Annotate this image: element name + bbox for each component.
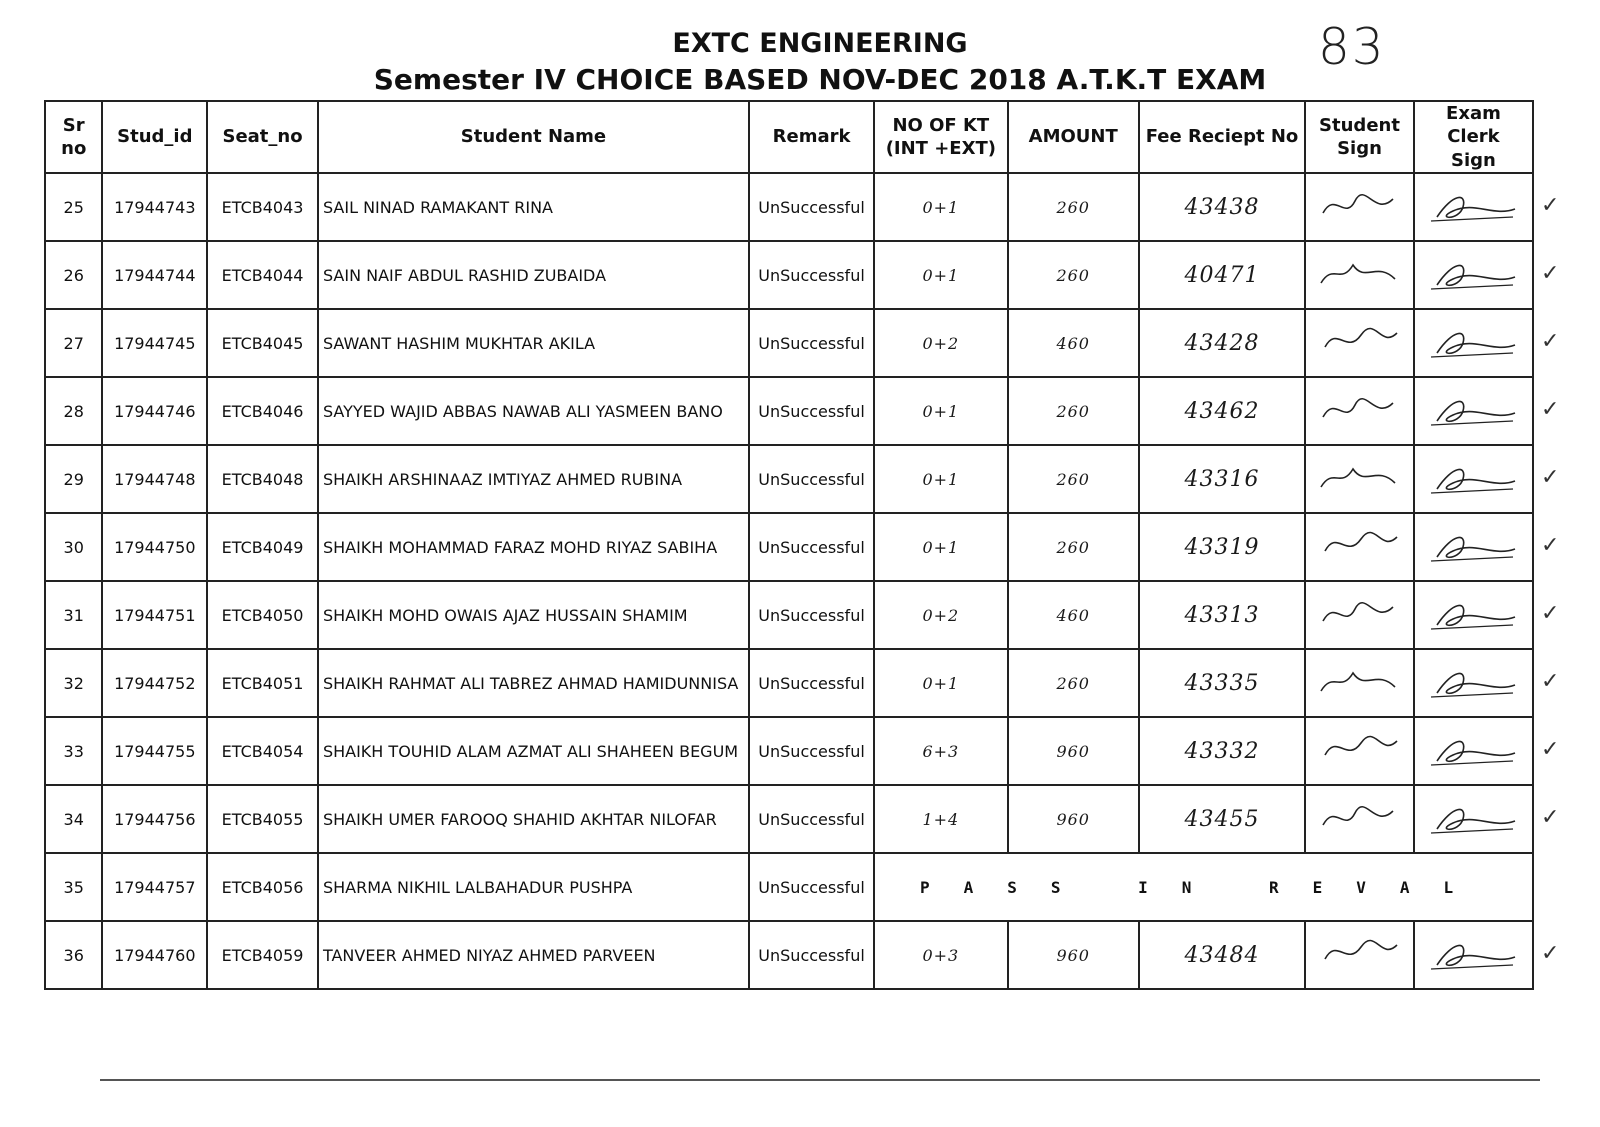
col-header-student-sign-line1: Student	[1319, 114, 1400, 136]
stud-id-cell: 17944755	[102, 717, 207, 785]
clerk-signature	[1414, 309, 1533, 377]
student-signature-scribble	[1315, 187, 1405, 227]
student-name-cell: SHARMA NIKHIL LALBAHADUR PUSHPA	[318, 853, 749, 921]
student-signature	[1305, 785, 1414, 853]
seat-no-cell: ETCB4050	[207, 581, 318, 649]
fee-receipt-cell: 43335	[1139, 649, 1305, 717]
col-header-remark: Remark	[749, 101, 874, 173]
remark-cell: UnSuccessful	[749, 309, 874, 377]
sr-cell: 29	[45, 445, 102, 513]
kt-count-cell: 0+1	[874, 445, 1007, 513]
sr-cell: 34	[45, 785, 102, 853]
clerk-signature	[1414, 785, 1533, 853]
clerk-signature-scribble	[1423, 935, 1523, 975]
fee-receipt-cell: 43316	[1139, 445, 1305, 513]
table-row	[45, 921, 1533, 989]
student-name-cell: SHAIKH ARSHINAAZ IMTIYAZ AHMED RUBINA	[318, 445, 749, 513]
clerk-signature	[1414, 649, 1533, 717]
document-title	[0, 28, 1600, 96]
atkt-roster-table	[44, 100, 1534, 990]
tick-mark: ✓	[1541, 601, 1560, 627]
seat-no-cell: ETCB4045	[207, 309, 318, 377]
table-row	[45, 717, 1533, 785]
fee-receipt-cell: 43462	[1139, 377, 1305, 445]
amount-cell: 260	[1008, 241, 1139, 309]
student-signature-scribble	[1315, 935, 1405, 975]
col-header-student-sign-line2: Sign	[1337, 138, 1382, 160]
seat-no-cell: ETCB4044	[207, 241, 318, 309]
tick-mark: ✓	[1541, 737, 1560, 763]
student-signature	[1305, 377, 1414, 445]
sr-cell: 28	[45, 377, 102, 445]
remark-cell: UnSuccessful	[749, 785, 874, 853]
student-name-cell: SHAIKH TOUHID ALAM AZMAT ALI SHAHEEN BEGUM	[318, 717, 749, 785]
col-header-kt-line2: (INT +EXT)	[885, 138, 996, 160]
sr-cell: 27	[45, 309, 102, 377]
remark-cell: UnSuccessful	[749, 241, 874, 309]
kt-count-cell: 0+2	[874, 309, 1007, 377]
col-header-amount: AMOUNT	[1008, 101, 1139, 173]
stud-id-cell: 17944756	[102, 785, 207, 853]
col-header-seat-no: Seat_no	[207, 101, 318, 173]
kt-count-cell: 0+3	[874, 921, 1007, 989]
department-heading: EXTC ENGINEERING	[672, 28, 968, 59]
student-signature	[1305, 717, 1414, 785]
stud-id-cell: 17944745	[102, 309, 207, 377]
student-signature-scribble	[1315, 323, 1405, 363]
seat-no-cell: ETCB4043	[207, 173, 318, 241]
remark-cell: UnSuccessful	[749, 513, 874, 581]
clerk-signature	[1414, 445, 1533, 513]
table-row	[45, 309, 1533, 377]
table-row	[45, 173, 1533, 241]
clerk-signature-scribble	[1423, 527, 1523, 567]
fee-receipt-cell: 43455	[1139, 785, 1305, 853]
table-row	[45, 445, 1533, 513]
student-name-cell: SHAIKH UMER FAROOQ SHAHID AKHTAR NILOFAR	[318, 785, 749, 853]
kt-count-cell: 0+2	[874, 581, 1007, 649]
col-header-clerk-sign	[1414, 101, 1533, 173]
amount-cell: 960	[1008, 717, 1139, 785]
seat-no-cell: ETCB4049	[207, 513, 318, 581]
sr-cell: 31	[45, 581, 102, 649]
student-name-cell: SAWANT HASHIM MUKHTAR AKILA	[318, 309, 749, 377]
student-signature	[1305, 445, 1414, 513]
seat-no-cell: ETCB4046	[207, 377, 318, 445]
student-signature-scribble	[1315, 731, 1405, 771]
col-header-kt	[874, 101, 1007, 173]
student-name-cell: SAIL NINAD RAMAKANT RINA	[318, 173, 749, 241]
kt-count-cell: 0+1	[874, 241, 1007, 309]
fee-receipt-cell: 43428	[1139, 309, 1305, 377]
tick-mark: ✓	[1541, 533, 1560, 559]
student-signature-scribble	[1315, 595, 1405, 635]
col-header-name: Student Name	[318, 101, 749, 173]
student-name-cell: SHAIKH MOHAMMAD FARAZ MOHD RIYAZ SABIHA	[318, 513, 749, 581]
fee-receipt-cell: 43484	[1139, 921, 1305, 989]
clerk-signature-scribble	[1423, 187, 1523, 227]
sr-cell: 35	[45, 853, 102, 921]
fee-receipt-cell: 43332	[1139, 717, 1305, 785]
student-signature-scribble	[1315, 663, 1405, 703]
fee-receipt-cell: 43313	[1139, 581, 1305, 649]
col-header-kt-line1: NO OF KT	[892, 114, 990, 136]
clerk-signature	[1414, 241, 1533, 309]
stud-id-cell: 17944744	[102, 241, 207, 309]
amount-cell: 460	[1008, 581, 1139, 649]
student-signature-scribble	[1315, 391, 1405, 431]
clerk-signature	[1414, 513, 1533, 581]
remark-cell: UnSuccessful	[749, 649, 874, 717]
remark-cell: UnSuccessful	[749, 173, 874, 241]
amount-cell: 460	[1008, 309, 1139, 377]
roster-body	[45, 173, 1533, 989]
table-row	[45, 377, 1533, 445]
table-row	[45, 649, 1533, 717]
clerk-signature-scribble	[1423, 391, 1523, 431]
tick-mark: ✓	[1541, 397, 1560, 423]
seat-no-cell: ETCB4051	[207, 649, 318, 717]
student-signature	[1305, 513, 1414, 581]
student-signature	[1305, 921, 1414, 989]
seat-no-cell: ETCB4056	[207, 853, 318, 921]
student-signature	[1305, 649, 1414, 717]
clerk-signature-scribble	[1423, 595, 1523, 635]
student-name-cell: TANVEER AHMED NIYAZ AHMED PARVEEN	[318, 921, 749, 989]
fee-receipt-cell: 40471	[1139, 241, 1305, 309]
remark-cell: UnSuccessful	[749, 717, 874, 785]
seat-no-cell: ETCB4048	[207, 445, 318, 513]
clerk-signature-scribble	[1423, 323, 1523, 363]
col-header-student-sign	[1305, 101, 1414, 173]
amount-cell: 260	[1008, 377, 1139, 445]
fee-receipt-cell: 43319	[1139, 513, 1305, 581]
tick-mark: ✓	[1541, 193, 1560, 219]
clerk-signature	[1414, 173, 1533, 241]
col-header-clerk-sign-line1: Exam Clerk	[1446, 103, 1501, 148]
amount-cell: 260	[1008, 445, 1139, 513]
sr-cell: 26	[45, 241, 102, 309]
student-signature	[1305, 173, 1414, 241]
col-header-fee: Fee Reciept No	[1139, 101, 1305, 173]
reval-note: PASS IN REVAL	[874, 853, 1533, 921]
tick-mark: ✓	[1541, 465, 1560, 491]
fee-receipt-cell: 43438	[1139, 173, 1305, 241]
kt-count-cell: 0+1	[874, 377, 1007, 445]
tick-mark: ✓	[1541, 669, 1560, 695]
clerk-signature-scribble	[1423, 799, 1523, 839]
remark-cell: UnSuccessful	[749, 377, 874, 445]
student-signature	[1305, 309, 1414, 377]
student-name-cell: SHAIKH MOHD OWAIS AJAZ HUSSAIN SHAMIM	[318, 581, 749, 649]
col-header-clerk-sign-line2: Sign	[1451, 149, 1496, 171]
amount-cell: 260	[1008, 173, 1139, 241]
col-header-stud-id: Stud_id	[102, 101, 207, 173]
seat-no-cell: ETCB4059	[207, 921, 318, 989]
stud-id-cell: 17944743	[102, 173, 207, 241]
scan-edge-line	[100, 1079, 1540, 1081]
header-row	[45, 101, 1533, 173]
stud-id-cell: 17944746	[102, 377, 207, 445]
remark-cell: UnSuccessful	[749, 581, 874, 649]
stud-id-cell: 17944752	[102, 649, 207, 717]
clerk-signature-scribble	[1423, 731, 1523, 771]
stud-id-cell: 17944750	[102, 513, 207, 581]
tick-mark: ✓	[1541, 261, 1560, 287]
student-name-cell: SHAIKH RAHMAT ALI TABREZ AHMAD HAMIDUNNISA	[318, 649, 749, 717]
stud-id-cell: 17944748	[102, 445, 207, 513]
col-header-sr: Sr no	[45, 101, 102, 173]
student-signature-scribble	[1315, 459, 1405, 499]
student-signature-scribble	[1315, 799, 1405, 839]
kt-count-cell: 1+4	[874, 785, 1007, 853]
stud-id-cell: 17944757	[102, 853, 207, 921]
remark-cell: UnSuccessful	[749, 445, 874, 513]
exam-heading: Semester IV CHOICE BASED NOV-DEC 2018 A.T.K.T EXAM	[373, 63, 1267, 96]
clerk-signature-scribble	[1423, 255, 1523, 295]
sr-cell: 36	[45, 921, 102, 989]
clerk-signature	[1414, 921, 1533, 989]
student-name-cell: SAYYED WAJID ABBAS NAWAB ALI YASMEEN BANO	[318, 377, 749, 445]
kt-count-cell: 6+3	[874, 717, 1007, 785]
stud-id-cell: 17944760	[102, 921, 207, 989]
amount-cell: 260	[1008, 649, 1139, 717]
clerk-signature-scribble	[1423, 459, 1523, 499]
kt-count-cell: 0+1	[874, 513, 1007, 581]
amount-cell: 960	[1008, 785, 1139, 853]
seat-no-cell: ETCB4054	[207, 717, 318, 785]
remark-cell: UnSuccessful	[749, 921, 874, 989]
student-signature-scribble	[1315, 255, 1405, 295]
table-row	[45, 581, 1533, 649]
tick-mark: ✓	[1541, 329, 1560, 355]
student-signature	[1305, 241, 1414, 309]
table-row	[45, 513, 1533, 581]
clerk-signature	[1414, 377, 1533, 445]
student-signature	[1305, 581, 1414, 649]
table-row	[45, 853, 1533, 921]
clerk-signature	[1414, 581, 1533, 649]
tick-mark: ✓	[1541, 941, 1560, 967]
student-name-cell: SAIN NAIF ABDUL RASHID ZUBAIDA	[318, 241, 749, 309]
kt-count-cell: 0+1	[874, 173, 1007, 241]
clerk-signature	[1414, 717, 1533, 785]
amount-cell: 260	[1008, 513, 1139, 581]
sr-cell: 30	[45, 513, 102, 581]
table-row	[45, 785, 1533, 853]
kt-count-cell: 0+1	[874, 649, 1007, 717]
sr-cell: 33	[45, 717, 102, 785]
clerk-signature-scribble	[1423, 663, 1523, 703]
sr-cell: 25	[45, 173, 102, 241]
tick-mark: ✓	[1541, 805, 1560, 831]
remark-cell: UnSuccessful	[749, 853, 874, 921]
student-signature-scribble	[1315, 527, 1405, 567]
page-number: 83	[1318, 18, 1386, 76]
seat-no-cell: ETCB4055	[207, 785, 318, 853]
stud-id-cell: 17944751	[102, 581, 207, 649]
table-row	[45, 241, 1533, 309]
sr-cell: 32	[45, 649, 102, 717]
amount-cell: 960	[1008, 921, 1139, 989]
